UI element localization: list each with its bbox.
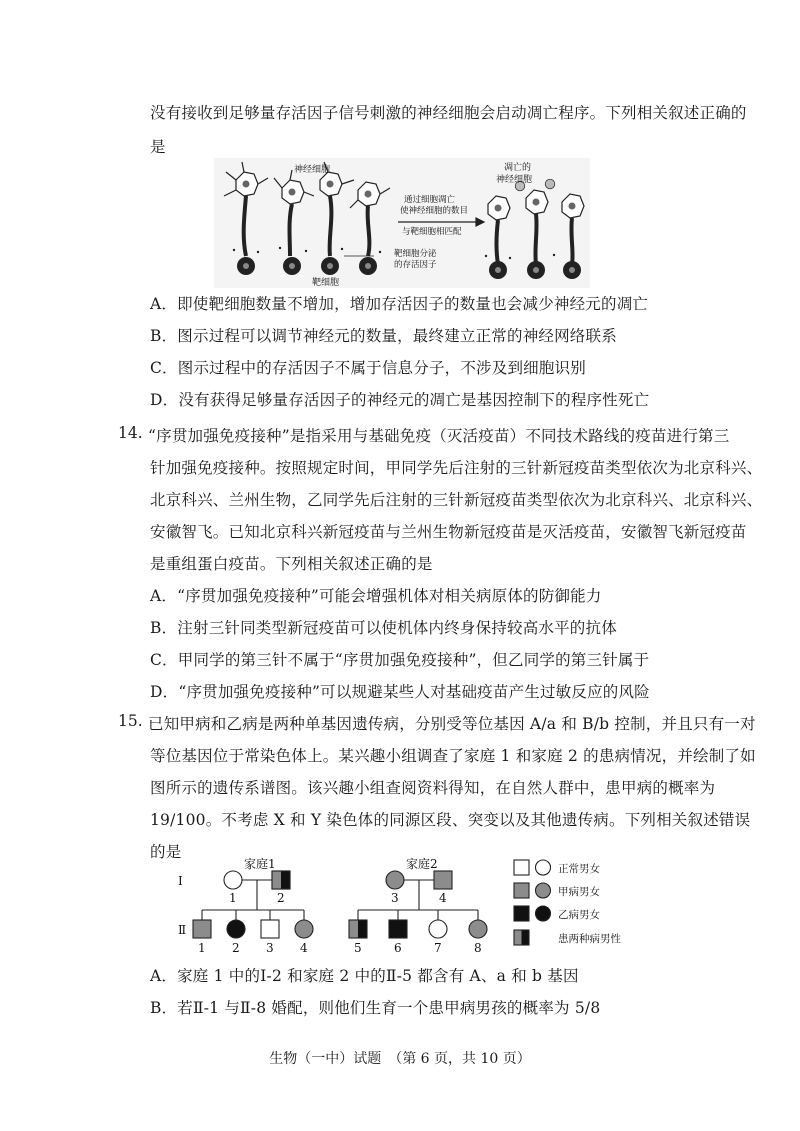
family1-label: 家庭1 (244, 857, 276, 871)
f2-II8-jia-female (469, 920, 487, 938)
q14-option-c: C．甲同学的第三针不属于“序贯加强免疫接种”，但乙同学的第三针属于 (150, 651, 650, 669)
gen1-label: I (178, 874, 183, 888)
q14-number: 14. (118, 424, 143, 442)
id-II6: 6 (394, 941, 402, 955)
f1-II2-yi-female (227, 920, 245, 938)
q13-option-c: C．图示过程中的存活因子不属于信息分子，不涉及到细胞识别 (150, 359, 586, 377)
id-I1: 1 (229, 891, 237, 905)
label-factor-1: 靶细胞分泌 (394, 249, 437, 259)
arrow-text-1: 通过细胞凋亡 (404, 195, 456, 205)
arrow-text-2: 使神经细胞的数目 (400, 206, 469, 216)
pedigree-chart (172, 856, 632, 958)
q15-number: 15. (118, 712, 143, 730)
q13-stem-line1: 没有接收到足够量存活因子信号刺激的神经细胞会启动凋亡程序。下列相关叙述正确的 (150, 104, 747, 122)
q13-option-a: A．即使靶细胞数量不增加，增加存活因子的数量也会减少神经元的凋亡 (150, 295, 649, 313)
q13-option-b: B．图示过程可以调节神经元的数量，最终建立正常的神经网络联系 (150, 327, 617, 345)
f2-I4-jia-male (434, 871, 452, 889)
q14-line3: 北京科兴、兰州生物，乙同学先后注射的三针新冠疫苗类型依次为北京科兴、北京科兴、 (150, 491, 763, 509)
id-II2: 2 (232, 941, 240, 955)
neuron-apoptosis-figure (214, 158, 590, 288)
f1-II1-jia-male (193, 920, 211, 938)
legend-both-text: 患两种病男性 (558, 933, 621, 945)
q15-line1: 已知甲病和乙病是两种单基因遗传病，分别受等位基因 A/a 和 B/b 控制，并且只有一对 (148, 715, 756, 733)
target-cells-right (489, 261, 581, 279)
q15-line3: 图所示的遗传系谱图。该兴趣小组查阅资料得知，在自然人群中，患甲病的概率为 (150, 779, 716, 797)
id-II7: 7 (434, 941, 442, 955)
gen2-label: Ⅱ (178, 923, 187, 937)
id-II8: 8 (474, 941, 482, 955)
page-footer: 生物（一中）试题 （第 6 页，共 10 页） (269, 1051, 531, 1067)
f2-II6-yi-male (389, 920, 407, 938)
f2-II7-normal-female (429, 920, 447, 938)
arrow-text-3: 与靶细胞相匹配 (402, 227, 462, 237)
q14-line4: 安徽智飞。已知北京科兴新冠疫苗与兰州生物新冠疫苗是灭活疫苗，安徽智飞新冠疫苗 (150, 523, 747, 541)
q14-line5: 是重组蛋白疫苗。下列相关叙述正确的是 (150, 555, 433, 573)
label-factor-2: 的存活因子 (394, 260, 437, 270)
legend-jia-male-icon (514, 883, 529, 898)
id-II4: 4 (300, 941, 308, 955)
legend-yi-male-icon (514, 906, 529, 921)
f2-I3-jia-female (386, 871, 404, 889)
f1-I2-both-male (272, 871, 290, 889)
f1-II4-jia-female (295, 920, 313, 938)
label-apoptotic-1: 凋亡的 (504, 163, 532, 173)
q15-line2: 等位基因位于常染色体上。某兴趣小组调查了家庭 1 和家庭 2 的患病情况，并绘制了如 (150, 747, 756, 765)
q14-line2: 针加强免疫接种。按照规定时间，甲同学先后注射的三针新冠疫苗类型依次为北京科兴、 (150, 459, 763, 477)
q14-option-a: A．“序贯加强免疫接种”可能会增强机体对相关病原体的防御能力 (150, 587, 602, 605)
id-I4: 4 (439, 891, 447, 905)
legend-yi-female-icon (536, 906, 551, 921)
legend-normal-female-icon (536, 860, 551, 875)
id-II3: 3 (266, 941, 274, 955)
f2-II5-both-male (349, 920, 367, 938)
id-II1: 1 (198, 941, 206, 955)
f1-II3-normal-male (261, 920, 279, 938)
legend-jia-text: 甲病男女 (558, 886, 600, 898)
q15-option-a: A．家庭 1 中的Ⅰ-2 和家庭 2 中的Ⅱ-5 都含有 A、a 和 b 基因 (150, 967, 579, 985)
q13-option-d: D．没有获得足够量存活因子的神经元的凋亡是基因控制下的程序性死亡 (150, 391, 650, 409)
id-I2: 2 (277, 891, 285, 905)
q14-line1: “序贯加强免疫接种”是指采用与基础免疫（灭活疫苗）不同技术路线的疫苗进行第三 (148, 427, 730, 445)
label-apoptotic-2: 神经细胞 (496, 175, 533, 185)
id-I3: 3 (391, 891, 399, 905)
id-II5: 5 (354, 941, 362, 955)
q14-option-d: D．“序贯加强免疫接种”可以规避某些人对基础疫苗产生过敏反应的风险 (150, 683, 650, 701)
legend-normal-text: 正常男女 (558, 863, 600, 875)
q14-option-b: B．注射三针同类型新冠疫苗可以使机体内终身保持较高水平的抗体 (150, 619, 617, 637)
q15-line5: 的是 (150, 843, 182, 861)
f1-I1-normal-female (224, 871, 242, 889)
label-neurons: 神经细胞 (294, 165, 331, 175)
legend-jia-female-icon (536, 883, 551, 898)
legend-yi-text: 乙病男女 (558, 909, 600, 921)
family2-label: 家庭2 (406, 857, 438, 871)
label-target: 靶细胞 (312, 278, 340, 288)
q15-option-b: B．若Ⅱ-1 与Ⅱ-8 婚配，则他们生育一个患甲病男孩的概率为 5/8 (150, 999, 601, 1017)
legend-normal-male-icon (514, 860, 529, 875)
q15-line4: 19/100。不考虑 X 和 Y 染色体的同源区段、突变以及其他遗传病。下列相关叙述错误 (150, 811, 751, 829)
q13-stem-line2: 是 (150, 138, 166, 156)
legend-both-male-icon (514, 930, 529, 945)
